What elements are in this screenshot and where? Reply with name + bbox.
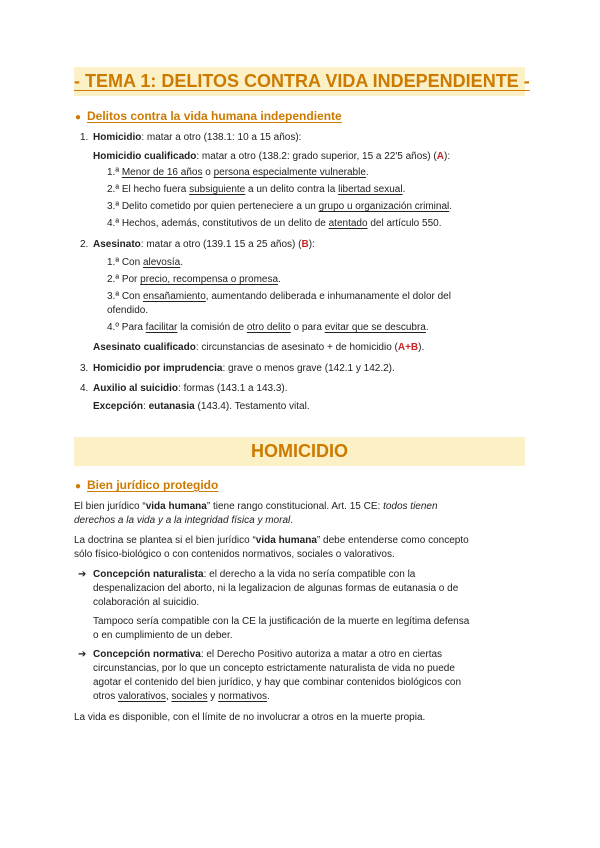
item-homicidio-cualificado: Homicidio cualificado: matar a otro (138.2: grado superior, 15 a 22'5 años) (A): [93, 151, 451, 162]
section-heading-bien-juridico: ● Bien jurídico protegido [75, 478, 219, 492]
item-excepcion: Excepción: eutanasia (143.4). Testamento vital. [93, 401, 310, 412]
bullet-concepcion-naturalista: Concepción naturalista: el derecho a la vida no sería compatible con la [93, 569, 416, 580]
paragraph-line: El bien jurídico “vida humana” tiene rango constitucional. Art. 15 CE: todos tienen [74, 501, 438, 512]
list-item: 2.ª El hecho fuera subsiguiente a un delito contra la libertad sexual. [107, 184, 406, 195]
item-homicidio: Homicidio: matar a otro (138.1: 10 a 15 años): [93, 132, 302, 143]
paragraph-line: despenalizacion del aborto, ni la legalizacion de algunas formas de eutanasia o de [93, 583, 459, 594]
item-auxilio-suicidio: Auxilio al suicidio: formas (143.1 a 143.3). [93, 383, 288, 394]
list-item: 1.ª Con alevosía. [107, 257, 183, 268]
list-number: 1. [80, 132, 89, 143]
item-asesinato: Asesinato: matar a otro (139.1 15 a 25 años) (B): [93, 239, 315, 250]
list-number: 3. [80, 363, 89, 374]
bullet-icon: ● [75, 481, 82, 492]
arrow-right-icon: ➔ [78, 649, 87, 660]
list-number: 4. [80, 383, 89, 394]
list-item: 3.ª Con ensañamiento, aumentando deliberada e inhumanamente el dolor del [107, 291, 451, 302]
list-item-continuation: ofendido. [107, 305, 149, 316]
list-item: 2.ª Por precio, recompensa o promesa. [107, 274, 281, 285]
item-homicidio-imprudencia: Homicidio por imprudencia: grave o menos grave (142.1 y 142.2). [93, 363, 395, 374]
list-item: 3.ª Delito cometido por quien perteneciere a un grupo u organización criminal. [107, 201, 453, 212]
paragraph-line: Tampoco sería compatible con la CE la justificación de la muerte en legítima defensa [93, 616, 470, 627]
closing-paragraph: La vida es disponible, con el límite de no involucrar a otros en la muerte propia. [74, 712, 426, 723]
item-asesinato-cualificado: Asesinato cualificado: circunstancias de asesinato + de homicidio (A+B). [93, 342, 425, 353]
paragraph-line: o en cumplimiento de un deber. [93, 630, 233, 641]
bullet-concepcion-normativa: Concepción normativa: el Derecho Positivo autoriza a matar a otro en ciertas [93, 649, 443, 660]
section-title-homicidio: HOMICIDIO [74, 437, 525, 466]
list-item: 1.ª Menor de 16 años o persona especialmente vulnerable. [107, 167, 369, 178]
page-title: - TEMA 1: DELITOS CONTRA VIDA INDEPENDIENTE - [74, 67, 525, 96]
paragraph-line: otros valorativos, sociales y normativos. [93, 691, 270, 702]
paragraph-line: colaboración al suicidio. [93, 597, 200, 608]
paragraph-line: La doctrina se plantea si el bien jurídico “vida humana” debe entenderse como concepto [74, 535, 469, 546]
bullet-icon: ● [75, 112, 82, 123]
paragraph-line: agotar el contenido del bien jurídico, y hay que combinar contenidos biológicos con [93, 677, 462, 688]
paragraph-line: sólo físico-biológico o con contenidos normativos, sociales o valorativos. [74, 549, 395, 560]
list-item: 4.ª Hechos, además, constitutivos de un delito de atentado del artículo 550. [107, 218, 442, 229]
paragraph-line: derechos a la vida y a la integridad física y moral. [74, 515, 294, 526]
section-heading-delitos: ● Delitos contra la vida humana independiente [75, 109, 342, 123]
list-number: 2. [80, 239, 89, 250]
arrow-right-icon: ➔ [78, 569, 87, 580]
list-item: 4.º Para facilitar la comisión de otro delito o para evitar que se descubra. [107, 322, 429, 333]
paragraph-line: circunstancias, por lo que un concepto estrictamente naturalista de vida no puede [93, 663, 455, 674]
